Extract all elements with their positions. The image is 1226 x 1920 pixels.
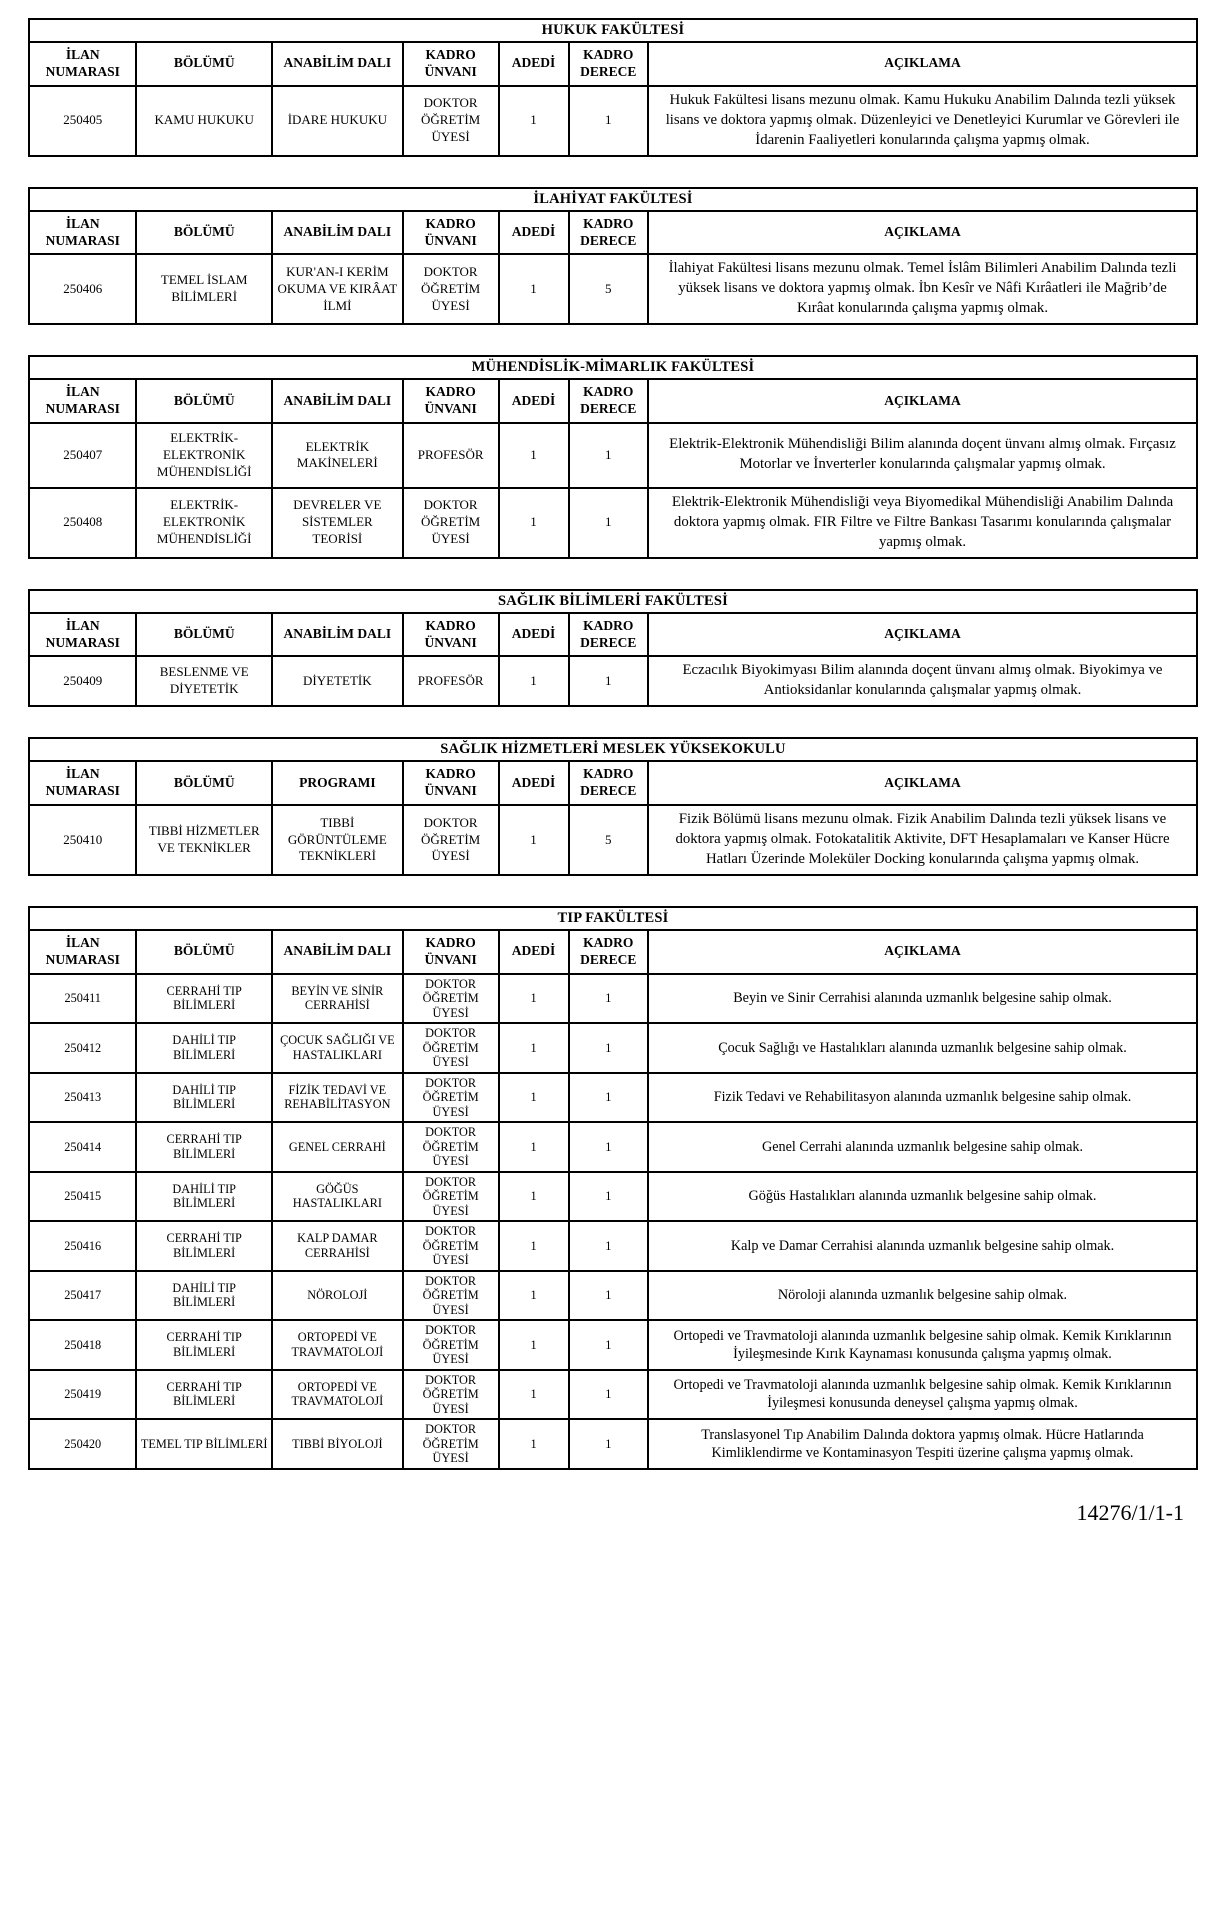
- table-cell: 1: [499, 656, 569, 706]
- table-cell: BEYİN VE SİNİR CERRAHİSİ: [272, 974, 403, 1024]
- faculty-table: [28, 18, 1198, 157]
- table-cell: DOKTOR ÖĞRETİM ÜYESİ: [403, 1271, 499, 1321]
- table-header-row: [29, 211, 1197, 255]
- table-cell: 1: [499, 254, 569, 324]
- column-header: KADRO ÜNVANI: [403, 42, 499, 86]
- table-title: TIP FAKÜLTESİ: [29, 907, 1197, 930]
- table-cell: ELEKTRİK-ELEKTRONİK MÜHENDİSLİĞİ: [136, 423, 271, 488]
- table-cell: DOKTOR ÖĞRETİM ÜYESİ: [403, 1419, 499, 1469]
- table-cell: DAHİLİ TIP BİLİMLERİ: [136, 1023, 271, 1073]
- cell-aciklama: Nöroloji alanında uzmanlık belgesine sahip olmak.: [648, 1271, 1197, 1321]
- column-header: BÖLÜMÜ: [136, 761, 271, 805]
- table-cell: DOKTOR ÖĞRETİM ÜYESİ: [403, 805, 499, 875]
- column-header: İLAN NUMARASI: [29, 211, 136, 255]
- table-cell: PROFESÖR: [403, 656, 499, 706]
- table-cell: DİYETETİK: [272, 656, 403, 706]
- table-cell: GENEL CERRAHİ: [272, 1122, 403, 1172]
- column-header: BÖLÜMÜ: [136, 379, 271, 423]
- table-cell: DOKTOR ÖĞRETİM ÜYESİ: [403, 1320, 499, 1370]
- table-cell: 250414: [29, 1122, 136, 1172]
- table-cell: 1: [499, 1073, 569, 1123]
- table-row: [29, 656, 1197, 706]
- table-cell: KALP DAMAR CERRAHİSİ: [272, 1221, 403, 1271]
- table-cell: DOKTOR ÖĞRETİM ÜYESİ: [403, 1370, 499, 1420]
- table-title-row: [29, 907, 1197, 930]
- table-row: [29, 254, 1197, 324]
- cell-aciklama: İlahiyat Fakültesi lisans mezunu olmak. Temel İslâm Bilimleri Anabilim Dalında tezli yüksek lisans ve doktora yapmış olmak. İbn Kesîr ve Nâfi Kırâatleri ile Mağrib’de Kırâat konularında çalışma yapmış olmak.: [648, 254, 1197, 324]
- table-body: [29, 86, 1197, 156]
- column-header: İLAN NUMARASI: [29, 613, 136, 657]
- column-header: KADRO ÜNVANI: [403, 211, 499, 255]
- table-title-row: [29, 738, 1197, 761]
- column-header: KADRO DERECE: [569, 930, 648, 974]
- table-cell: KUR'AN-I KERİM OKUMA VE KIRÂAT İLMİ: [272, 254, 403, 324]
- cell-aciklama: Elektrik-Elektronik Mühendisliği Bilim alanında doçent ünvanı almış olmak. Fırçasız Motorlar ve İnverterler konularında çalışmalar yapmış olmak.: [648, 423, 1197, 488]
- table-cell: 1: [499, 1122, 569, 1172]
- table-cell: 1: [569, 488, 648, 558]
- table-cell: 1: [569, 1073, 648, 1123]
- column-header: AÇIKLAMA: [648, 211, 1197, 255]
- column-header: ADEDİ: [499, 42, 569, 86]
- table-cell: 250416: [29, 1221, 136, 1271]
- table-header-row: [29, 42, 1197, 86]
- cell-aciklama: Eczacılık Biyokimyası Bilim alanında doçent ünvanı almış olmak. Biyokimya ve Antioksidanlar konularında çalışmalar yapmış olmak.: [648, 656, 1197, 706]
- faculty-table: [28, 187, 1198, 326]
- table-cell: TEMEL TIP BİLİMLERİ: [136, 1419, 271, 1469]
- table-cell: CERRAHİ TIP BİLİMLERİ: [136, 1122, 271, 1172]
- cell-aciklama: Hukuk Fakültesi lisans mezunu olmak. Kamu Hukuku Anabilim Dalında tezli yüksek lisans ve doktora yapmış olmak. Düzenleyici ve Denetleyici Kurumlar ve Görevleri ile İdarenin Faaliyetleri konularında çalışma yapmış olmak.: [648, 86, 1197, 156]
- table-cell: DOKTOR ÖĞRETİM ÜYESİ: [403, 86, 499, 156]
- table-cell: 1: [569, 1370, 648, 1420]
- table-title: MÜHENDİSLİK-MİMARLIK FAKÜLTESİ: [29, 356, 1197, 379]
- table-cell: CERRAHİ TIP BİLİMLERİ: [136, 1221, 271, 1271]
- table-cell: 1: [569, 1122, 648, 1172]
- column-header: ANABİLİM DALI: [272, 379, 403, 423]
- table-row: [29, 1370, 1197, 1420]
- column-header: İLAN NUMARASI: [29, 42, 136, 86]
- table-cell: TIBBİ GÖRÜNTÜLEME TEKNİKLERİ: [272, 805, 403, 875]
- table-cell: 1: [569, 1023, 648, 1073]
- table-cell: CERRAHİ TIP BİLİMLERİ: [136, 1370, 271, 1420]
- cell-aciklama: Göğüs Hastalıkları alanında uzmanlık belgesine sahip olmak.: [648, 1172, 1197, 1222]
- column-header: KADRO DERECE: [569, 761, 648, 805]
- table-cell: 250405: [29, 86, 136, 156]
- table-cell: 1: [569, 1419, 648, 1469]
- cell-aciklama: Genel Cerrahi alanında uzmanlık belgesine sahip olmak.: [648, 1122, 1197, 1172]
- cell-aciklama: Translasyonel Tıp Anabilim Dalında doktora yapmış olmak. Hücre Hatlarında Kimliklendirme ve Kontaminasyon Tespiti üzerine çalışma yapmış olmak.: [648, 1419, 1197, 1469]
- column-header: KADRO ÜNVANI: [403, 379, 499, 423]
- table-body: [29, 805, 1197, 875]
- table-title: SAĞLIK HİZMETLERİ MESLEK YÜKSEKOKULU: [29, 738, 1197, 761]
- cell-aciklama: Ortopedi ve Travmatoloji alanında uzmanlık belgesine sahip olmak. Kemik Kırıklarının İyileşmesinde Kırık Kaynaması konusunda çalışma yapmış olmak.: [648, 1320, 1197, 1370]
- table-cell: 1: [499, 1419, 569, 1469]
- column-header: PROGRAMI: [272, 761, 403, 805]
- table-cell: DOKTOR ÖĞRETİM ÜYESİ: [403, 488, 499, 558]
- table-cell: DEVRELER VE SİSTEMLER TEORİSİ: [272, 488, 403, 558]
- table-cell: DOKTOR ÖĞRETİM ÜYESİ: [403, 254, 499, 324]
- table-cell: 250411: [29, 974, 136, 1024]
- table-body: [29, 423, 1197, 558]
- column-header: ANABİLİM DALI: [272, 613, 403, 657]
- table-cell: 1: [499, 423, 569, 488]
- table-cell: DOKTOR ÖĞRETİM ÜYESİ: [403, 1122, 499, 1172]
- table-header-row: [29, 379, 1197, 423]
- table-body: [29, 254, 1197, 324]
- page-reference-number: 14276/1/1-1: [1076, 1499, 1184, 1525]
- faculty-table: [28, 737, 1198, 876]
- cell-aciklama: Çocuk Sağlığı ve Hastalıkları alanında uzmanlık belgesine sahip olmak.: [648, 1023, 1197, 1073]
- table-cell: DAHİLİ TIP BİLİMLERİ: [136, 1073, 271, 1123]
- table-cell: 250413: [29, 1073, 136, 1123]
- table-cell: KAMU HUKUKU: [136, 86, 271, 156]
- column-header: ADEDİ: [499, 379, 569, 423]
- table-cell: 250406: [29, 254, 136, 324]
- column-header: ANABİLİM DALI: [272, 930, 403, 974]
- table-cell: 250407: [29, 423, 136, 488]
- column-header: KADRO ÜNVANI: [403, 613, 499, 657]
- table-cell: GÖĞÜS HASTALIKLARI: [272, 1172, 403, 1222]
- table-cell: 1: [499, 1320, 569, 1370]
- table-cell: 1: [569, 1221, 648, 1271]
- column-header: İLAN NUMARASI: [29, 379, 136, 423]
- column-header: BÖLÜMÜ: [136, 930, 271, 974]
- table-cell: DOKTOR ÖĞRETİM ÜYESİ: [403, 1221, 499, 1271]
- table-cell: FİZİK TEDAVİ VE REHABİLİTASYON: [272, 1073, 403, 1123]
- table-cell: 1: [569, 1271, 648, 1321]
- table-row: [29, 1271, 1197, 1321]
- table-cell: 250408: [29, 488, 136, 558]
- table-row: [29, 86, 1197, 156]
- cell-aciklama: Kalp ve Damar Cerrahisi alanında uzmanlık belgesine sahip olmak.: [648, 1221, 1197, 1271]
- table-title: HUKUK FAKÜLTESİ: [29, 19, 1197, 42]
- faculty-table: [28, 355, 1198, 558]
- column-header: KADRO DERECE: [569, 613, 648, 657]
- table-cell: 1: [499, 805, 569, 875]
- table-cell: 5: [569, 254, 648, 324]
- table-title: SAĞLIK BİLİMLERİ FAKÜLTESİ: [29, 590, 1197, 613]
- table-cell: ORTOPEDİ VE TRAVMATOLOJİ: [272, 1370, 403, 1420]
- faculty-table: [28, 589, 1198, 708]
- table-cell: 1: [499, 1271, 569, 1321]
- table-cell: 250418: [29, 1320, 136, 1370]
- column-header: KADRO ÜNVANI: [403, 930, 499, 974]
- table-header-row: [29, 761, 1197, 805]
- column-header: ADEDİ: [499, 761, 569, 805]
- cell-aciklama: Fizik Tedavi ve Rehabilitasyon alanında uzmanlık belgesine sahip olmak.: [648, 1073, 1197, 1123]
- table-title-row: [29, 356, 1197, 379]
- table-cell: 1: [569, 423, 648, 488]
- table-cell: 1: [499, 1172, 569, 1222]
- table-row: [29, 1023, 1197, 1073]
- column-header: AÇIKLAMA: [648, 379, 1197, 423]
- table-cell: DOKTOR ÖĞRETİM ÜYESİ: [403, 1023, 499, 1073]
- column-header: ANABİLİM DALI: [272, 42, 403, 86]
- table-cell: 250412: [29, 1023, 136, 1073]
- table-cell: DAHİLİ TIP BİLİMLERİ: [136, 1172, 271, 1222]
- table-row: [29, 1172, 1197, 1222]
- table-row: [29, 1419, 1197, 1469]
- column-header: AÇIKLAMA: [648, 613, 1197, 657]
- table-cell: 1: [569, 974, 648, 1024]
- table-cell: PROFESÖR: [403, 423, 499, 488]
- column-header: İLAN NUMARASI: [29, 761, 136, 805]
- table-cell: 250410: [29, 805, 136, 875]
- table-cell: 1: [569, 1172, 648, 1222]
- table-cell: 250420: [29, 1419, 136, 1469]
- table-cell: DOKTOR ÖĞRETİM ÜYESİ: [403, 1073, 499, 1123]
- table-row: [29, 1221, 1197, 1271]
- cell-aciklama: Ortopedi ve Travmatoloji alanında uzmanlık belgesine sahip olmak. Kemik Kırıklarının İyileşmesi konusunda deneysel çalışma yapmış olmak.: [648, 1370, 1197, 1420]
- table-body: [29, 656, 1197, 706]
- table-cell: 1: [499, 1023, 569, 1073]
- table-cell: 1: [569, 1320, 648, 1370]
- table-header-row: [29, 613, 1197, 657]
- table-cell: CERRAHİ TIP BİLİMLERİ: [136, 974, 271, 1024]
- column-header: AÇIKLAMA: [648, 761, 1197, 805]
- table-cell: ORTOPEDİ VE TRAVMATOLOJİ: [272, 1320, 403, 1370]
- table-cell: 250409: [29, 656, 136, 706]
- table-header-row: [29, 930, 1197, 974]
- table-row: [29, 488, 1197, 558]
- table-cell: TIBBİ HİZMETLER VE TEKNİKLER: [136, 805, 271, 875]
- cell-aciklama: Beyin ve Sinir Cerrahisi alanında uzmanlık belgesine sahip olmak.: [648, 974, 1197, 1024]
- table-cell: 1: [499, 974, 569, 1024]
- table-cell: 250419: [29, 1370, 136, 1420]
- table-cell: CERRAHİ TIP BİLİMLERİ: [136, 1320, 271, 1370]
- column-header: ANABİLİM DALI: [272, 211, 403, 255]
- table-cell: 5: [569, 805, 648, 875]
- table-row: [29, 1073, 1197, 1123]
- table-cell: 1: [499, 86, 569, 156]
- table-cell: İDARE HUKUKU: [272, 86, 403, 156]
- column-header: BÖLÜMÜ: [136, 613, 271, 657]
- table-cell: DAHİLİ TIP BİLİMLERİ: [136, 1271, 271, 1321]
- column-header: AÇIKLAMA: [648, 42, 1197, 86]
- table-row: [29, 1320, 1197, 1370]
- table-title: İLAHİYAT FAKÜLTESİ: [29, 188, 1197, 211]
- table-cell: ÇOCUK SAĞLIĞI VE HASTALIKLARI: [272, 1023, 403, 1073]
- table-row: [29, 974, 1197, 1024]
- column-header: İLAN NUMARASI: [29, 930, 136, 974]
- table-row: [29, 805, 1197, 875]
- table-cell: BESLENME VE DİYETETİK: [136, 656, 271, 706]
- column-header: KADRO ÜNVANI: [403, 761, 499, 805]
- table-cell: 1: [499, 488, 569, 558]
- table-cell: DOKTOR ÖĞRETİM ÜYESİ: [403, 1172, 499, 1222]
- table-cell: 1: [569, 656, 648, 706]
- document-body: [28, 18, 1198, 1470]
- column-header: ADEDİ: [499, 613, 569, 657]
- table-title-row: [29, 19, 1197, 42]
- table-row: [29, 423, 1197, 488]
- table-cell: 250417: [29, 1271, 136, 1321]
- table-cell: ELEKTRİK MAKİNELERİ: [272, 423, 403, 488]
- table-title-row: [29, 188, 1197, 211]
- column-header: BÖLÜMÜ: [136, 42, 271, 86]
- column-header: ADEDİ: [499, 211, 569, 255]
- table-cell: ELEKTRİK-ELEKTRONİK MÜHENDİSLİĞİ: [136, 488, 271, 558]
- table-title-row: [29, 590, 1197, 613]
- column-header: AÇIKLAMA: [648, 930, 1197, 974]
- column-header: KADRO DERECE: [569, 211, 648, 255]
- table-cell: 1: [499, 1221, 569, 1271]
- column-header: ADEDİ: [499, 930, 569, 974]
- table-cell: DOKTOR ÖĞRETİM ÜYESİ: [403, 974, 499, 1024]
- table-cell: TIBBİ BİYOLOJİ: [272, 1419, 403, 1469]
- table-cell: 250415: [29, 1172, 136, 1222]
- cell-aciklama: Fizik Bölümü lisans mezunu olmak. Fizik Anabilim Dalında tezli yüksek lisans ve doktora yapmış olmak. Fotokatalitik Aktivite, DFT Hesaplamaları ve Kanser Hücre Hatları Üzerinde Moleküler Docking konularında çalışma yapmış olmak.: [648, 805, 1197, 875]
- faculty-table: [28, 906, 1198, 1470]
- table-cell: 1: [569, 86, 648, 156]
- table-cell: NÖROLOJİ: [272, 1271, 403, 1321]
- column-header: KADRO DERECE: [569, 379, 648, 423]
- table-row: [29, 1122, 1197, 1172]
- table-cell: 1: [499, 1370, 569, 1420]
- cell-aciklama: Elektrik-Elektronik Mühendisliği veya Biyomedikal Mühendisliği Anabilim Dalında doktora yapmış olmak. FIR Filtre ve Filtre Bankası Tasarımı konularında çalışmalar yapmış olmak.: [648, 488, 1197, 558]
- column-header: BÖLÜMÜ: [136, 211, 271, 255]
- column-header: KADRO DERECE: [569, 42, 648, 86]
- table-body: [29, 974, 1197, 1469]
- table-cell: TEMEL İSLAM BİLİMLERİ: [136, 254, 271, 324]
